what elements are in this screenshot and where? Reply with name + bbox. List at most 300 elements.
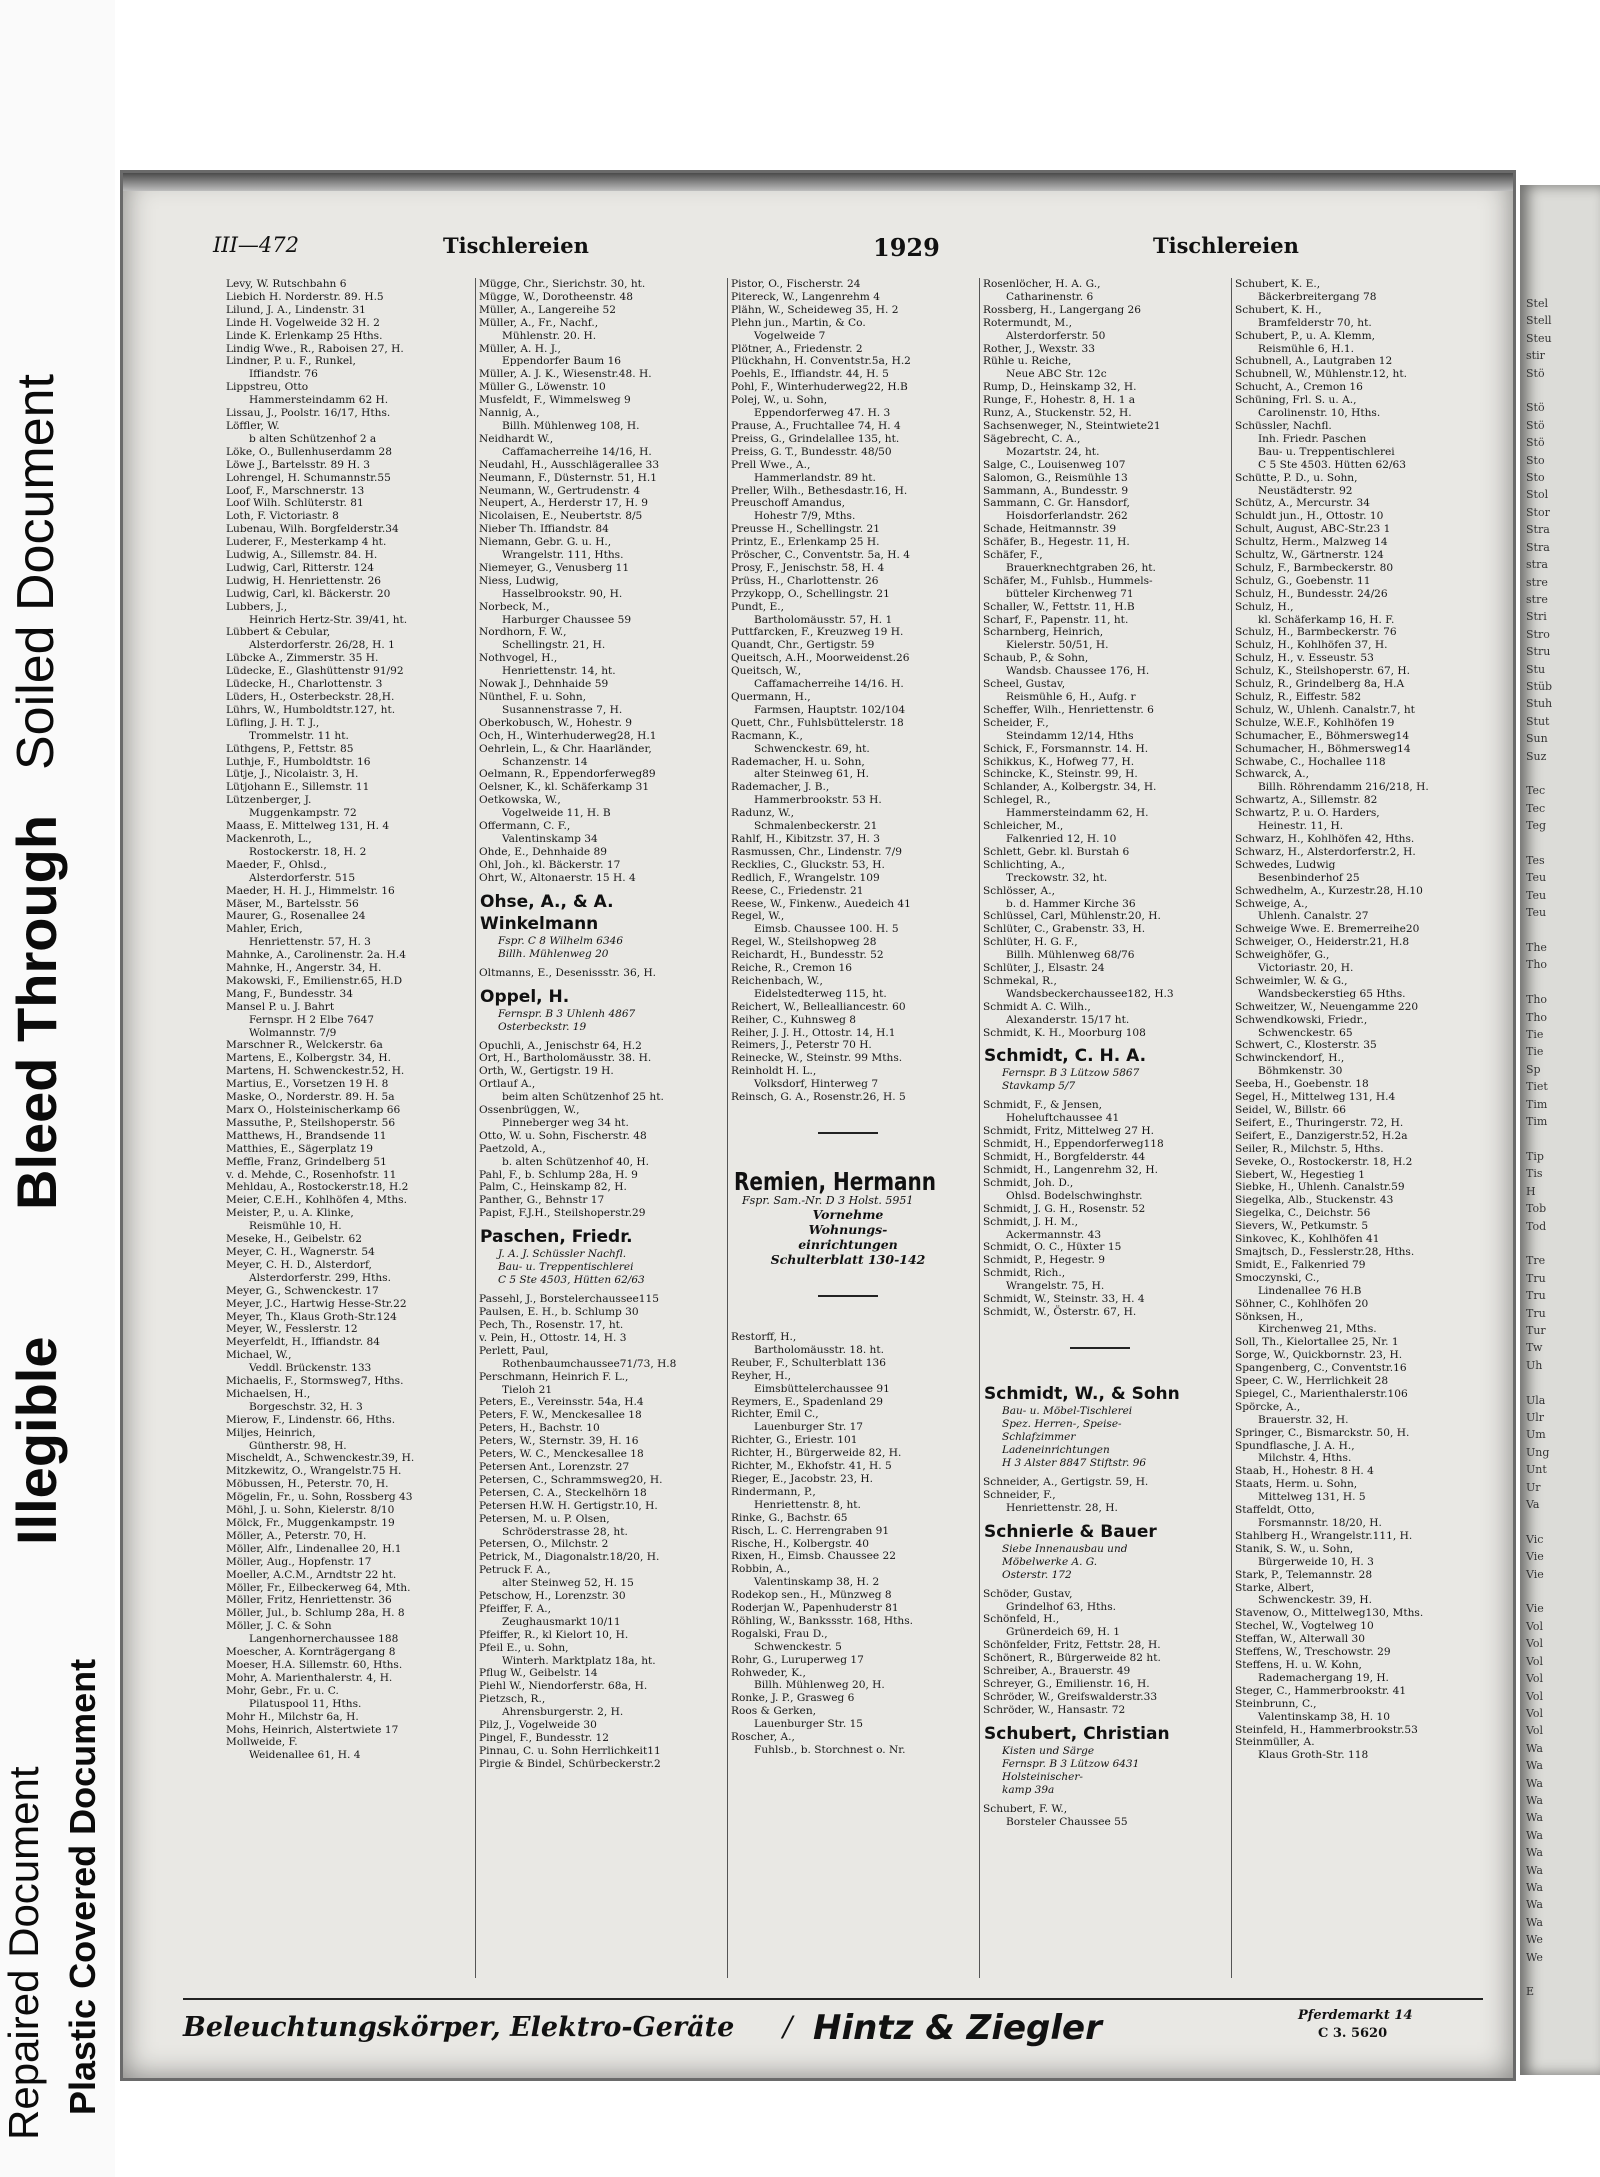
directory-entry: Schulz, H., v. Esseustr. 53 (1235, 652, 1374, 665)
directory-entry: Roos & Gerken, (731, 1705, 817, 1718)
edge-fragment: Wa (1526, 1846, 1543, 1860)
directory-entry: Schmidt, Fritz, Mittelweg 27 H. (983, 1125, 1154, 1138)
directory-entry: Meyer, G., Schwenckestr. 17 (226, 1284, 379, 1297)
column-4 (979, 278, 1220, 1978)
directory-entry: Schwert, C., Klosterstr. 35 (1235, 1039, 1377, 1052)
directory-entry: Schlander, A., Kolbergstr. 34, H. (983, 781, 1157, 794)
directory-entry: Alsterdorferstr. 515 (249, 871, 356, 884)
directory-entry: Prosy, F., Jenischstr. 58, H. 4 (731, 561, 885, 574)
advertiser-name: Paschen, Friedr. (480, 1227, 633, 1248)
directory-entry: Runge, F., Hohestr. 8, H. 1 a (983, 394, 1136, 407)
directory-entry: Lützenberger, J. (226, 794, 312, 807)
edge-fragment: Vol (1526, 1706, 1544, 1720)
directory-entry: Schulz, H., (1235, 600, 1294, 613)
directory-entry: Piehl W., Niendorferstr. 68a, H. (479, 1680, 648, 1693)
directory-entry: Ohde, E., Dehnhaide 89 (479, 845, 607, 858)
directory-entry: Norbeck, M., (479, 600, 550, 613)
directory-entry: Schwinckendorf, H., (1235, 1052, 1345, 1065)
directory-entry: Schüning, Frl. S. u. A., (1235, 394, 1357, 407)
directory-entry: Tieloh 21 (502, 1383, 553, 1396)
directory-entry: Recklies, C., Gluckstr. 53, H. (731, 858, 885, 871)
directory-entry: Pfeiffer, F. A., (479, 1602, 551, 1615)
edge-fragment: Tho (1526, 958, 1548, 972)
directory-entry: Seifert, E., Danzigerstr.52, H.2a (1235, 1129, 1408, 1142)
directory-entry: Mohr H., Milchstr 6a, H. (226, 1710, 359, 1723)
directory-entry: Schäfer, F., (983, 549, 1043, 562)
directory-entry: Oberkobusch, W., Hohestr. 9 (479, 716, 633, 729)
directory-entry: Maurer, G., Rosenallee 24 (226, 910, 366, 923)
directory-entry: Borsteler Chaussee 55 (1006, 1815, 1128, 1828)
edge-fragment: Stu (1526, 662, 1546, 676)
directory-entry: alter Steinweg 61, H. (754, 768, 869, 781)
directory-entry: Sägebrecht, C. A., (983, 432, 1081, 445)
directory-entry: Hammersteindamm 62, H. (1006, 807, 1149, 820)
directory-entry: Alexanderstr. 15/17 ht. (1006, 1013, 1130, 1026)
directory-entry: Schwarck, A., (1235, 768, 1309, 781)
directory-entry: Peters, E., Vereinsstr. 54a, H.4 (479, 1396, 644, 1409)
directory-entry: Ort, H., Bartholomäusstr. 38. H. (479, 1052, 652, 1065)
edge-fragment: Unt (1526, 1463, 1547, 1477)
directory-entry: Valentinskamp 34 (502, 832, 598, 845)
directory-entry: Schucht, A., Cremon 16 (1235, 381, 1363, 394)
directory-entry: Reyher, H., (731, 1369, 791, 1382)
directory-entry: Ludwig, A., Sillemstr. 84. H. (226, 549, 378, 562)
directory-entry: Bau- u. Treppentischlerei (1258, 445, 1395, 458)
directory-entry: Rogalski, Frau D., (731, 1627, 828, 1640)
edge-fragment: Tim (1526, 1115, 1548, 1129)
directory-entry: Mühlenstr. 20. H. (502, 329, 597, 342)
directory-entry: Pfeiffer, R., kl Kielort 10, H. (479, 1628, 629, 1641)
edge-fragment: Tec (1526, 784, 1546, 798)
directory-entry: Rohr, G., Luruperweg 17 (731, 1653, 864, 1666)
directory-entry: Möller, Aug., Hopfenstr. 17 (226, 1555, 372, 1568)
edge-fragment: Steu (1526, 331, 1552, 345)
directory-entry: Schreyer, G., Emilienstr. 16, H. (983, 1677, 1150, 1690)
directory-entry: Schwartz, A., Sillemstr. 82 (1235, 794, 1378, 807)
directory-entry: Schwabe, C., Hochallee 118 (1235, 755, 1386, 768)
directory-entry: Meyerfeldt, H., Iffiandstr. 84 (226, 1336, 380, 1349)
directory-entry: Pilz, J., Vogelweide 30 (479, 1719, 597, 1732)
directory-entry: Reuber, F., Schulterblatt 136 (731, 1356, 886, 1369)
directory-entry: Eppendorferweg 47. H. 3 (754, 407, 891, 420)
edge-fragment: Vol (1526, 1654, 1544, 1668)
directory-entry: Roderjan W., Papenhuderstr 81 (731, 1602, 899, 1615)
archive-side-labels (0, 0, 115, 2177)
edge-fragment: Tie (1526, 1028, 1544, 1042)
directory-entry: Steindamm 12/14, Hths (1006, 729, 1134, 742)
advertiser-detail: kamp 39a (1002, 1783, 1055, 1796)
directory-entry: Schmidt, W., Österstr. 67, H. (983, 1305, 1137, 1318)
directory-entry: Schneider, A., Gertigstr. 59, H. (983, 1475, 1149, 1488)
directory-entry: Mackenroth, L., (226, 832, 312, 845)
edge-fragment: Tur (1526, 1323, 1546, 1337)
directory-entry: Pröscher, C., Conventstr. 5a, H. 4 (731, 549, 910, 562)
directory-entry: Lührs, W., Humboldtstr.127, ht. (226, 703, 396, 716)
directory-entry: Müller, A. H. J., (479, 342, 561, 355)
directory-entry: Lübbert & Cebular, (226, 626, 331, 639)
directory-entry: Schreiber, A., Brauerstr. 49 (983, 1665, 1131, 1678)
directory-entry: Reese, C., Friedenstr. 21 (731, 884, 864, 897)
edge-fragment (1520, 835, 1552, 852)
directory-entry: Grünerdeich 69, H. 1 (1006, 1626, 1120, 1639)
directory-entry: Rohweder, K., (731, 1666, 806, 1679)
directory-entry: Spundflasche, J. A. H., (1235, 1439, 1355, 1452)
directory-entry: Printz, E., Erlenkamp 25 H. (731, 536, 880, 549)
directory-entry: Peters, W. C., Menckesallee 18 (479, 1448, 644, 1461)
directory-entry: Siebert, W., Hegestieg 1 (1235, 1168, 1365, 1181)
directory-entry: Rossberg, H., Langergang 26 (983, 303, 1142, 316)
directory-entry: Milchstr. 4, Hths. (1258, 1452, 1352, 1465)
directory-entry: Bäckerbreitergang 78 (1258, 290, 1377, 303)
directory-entry: Carolinenstr. 10, Hths. (1258, 407, 1381, 420)
directory-entry: Rademacher, H. u. Sohn, (731, 755, 865, 768)
directory-entry: Schmidt, F., & Jensen, (983, 1099, 1103, 1112)
directory-entry: Oltmanns, E., Desenissstr. 36, H. (479, 966, 657, 979)
directory-entry: Reismühle 6, H.1. (1258, 342, 1354, 355)
directory-entry: Meier, C.E.H., Kohlhöfen 4, Mths. (226, 1194, 407, 1207)
page-number: III—472 (213, 233, 299, 257)
label-repaired-document: Repaired Document (0, 1766, 47, 2140)
directory-entry: Möller, A., Peterstr. 70, H. (226, 1529, 367, 1542)
directory-entry: Preller, Wilh., Bethesdastr.16, H. (731, 484, 908, 497)
advertiser-detail: H 3 Alster 8847 Stiftstr. 96 (1002, 1456, 1147, 1469)
directory-entry: Reese, W., Finkenw., Auedeich 41 (731, 897, 911, 910)
column-5 (1231, 278, 1472, 1978)
directory-entry: Schmidt A. C. Wilh., (983, 1000, 1091, 1013)
directory-entry: Reinsch, G. A., Rosenstr.26, H. 5 (731, 1091, 906, 1104)
directory-entry: Pitereck, W., Langenrehm 4 (731, 290, 880, 303)
directory-entry: Uhlenh. Canalstr. 27 (1258, 910, 1369, 923)
directory-entry: Marx O., Holsteinischerkamp 66 (226, 1104, 401, 1116)
directory-entry: Schmidt, H., Borgfelderstr. 44 (983, 1151, 1146, 1164)
directory-entry: Henriettenstr. 8, ht. (754, 1498, 861, 1511)
directory-entry: Löwe J., Bartelsstr. 89 H. 3 (226, 458, 371, 471)
advertiser-phone: Fspr. Sam.-Nr. D 3 Holst. 5951 (742, 1194, 914, 1207)
directory-entry: Mollweide, F. (226, 1736, 298, 1749)
directory-entry: Schöder, Gustav, (983, 1587, 1073, 1600)
directory-entry: Pinnau, C. u. Sohn Herrlichkeit11 (479, 1744, 661, 1757)
page-header (213, 233, 1483, 263)
directory-entry: Pundt, E., (731, 600, 785, 613)
directory-entry: Steinfeld, H., Hammerbrookstr.53 (1235, 1723, 1418, 1736)
directory-entry: Schlegel, R., (983, 794, 1051, 807)
directory-entry: Reiher, C., Kuhnsweg 8 (731, 1013, 857, 1026)
edge-fragment: Tho (1526, 993, 1548, 1007)
directory-entry: Bartholomäusstr. 57, H. 1 (754, 613, 893, 626)
directory-entry: Mischeldt, A., Schwenckestr.39, H. (226, 1452, 415, 1465)
directory-entry: Robbin, A., (731, 1563, 791, 1576)
directory-entry: Ohlsd. Bodelschwinghstr. (1006, 1189, 1143, 1202)
directory-entry: Wrangelstr. 75, H. (1006, 1280, 1105, 1293)
directory-entry: Plähn, W., Scheideweg 35, H. 2 (731, 303, 899, 316)
directory-entry: Lütje, J., Nicolaistr. 3, H. (226, 768, 359, 781)
directory-entry: Schubert, F. W., (983, 1802, 1068, 1815)
directory-entry: Schmidt, K. H., Moorburg 108 (983, 1026, 1146, 1039)
directory-entry: Röhling, W., Bankssstr. 168, Hths. (731, 1614, 914, 1627)
directory-entry: Otto, W. u. Sohn, Fischerstr. 48 (479, 1129, 647, 1142)
advertiser-detail: Stavkamp 5/7 (1002, 1080, 1076, 1093)
edge-fragment: Vic (1526, 1532, 1544, 1546)
directory-entry: Schincke, K., Steinstr. 99, H. (983, 768, 1138, 781)
advertiser-detail: Holsteinischer- (1002, 1770, 1083, 1783)
edge-fragment: Tiet (1526, 1080, 1548, 1094)
advertisement-entry (980, 1521, 1220, 1582)
directory-entry: Schlüter, H. G. F., (983, 936, 1078, 949)
edge-fragment (1520, 1374, 1552, 1391)
directory-entry: Vogelweide 7 (754, 329, 826, 342)
directory-entry: Pohl, F., Winterhuderweg22, H.B (731, 381, 908, 394)
directory-entry: Henriettenstr. 57, H. 3 (249, 936, 371, 949)
directory-entry: Oehrlein, L., & Chr. Haarländer, (479, 742, 652, 755)
directory-entry: Schulz, K., Steilshoperstr. 67, H. (1235, 665, 1411, 678)
directory-entry: Moescher, A. Kornträgergang 8 (226, 1646, 396, 1659)
directory-entry: Luthje, F., Humboldtstr. 16 (226, 755, 371, 768)
directory-entry: Sinkovec, K., Kohlhöfen 41 (1235, 1233, 1380, 1246)
footer-address: Pferdemarkt 14 (1298, 2008, 1413, 2023)
directory-entry: Seveke, O., Rostockerstr. 18, H.2 (1235, 1155, 1413, 1168)
edge-fragment: Tw (1526, 1341, 1543, 1355)
directory-entry: Orth, W., Gertigstr. 19 H. (479, 1065, 614, 1078)
directory-entry: Schubnell, A., Lautgraben 12 (1235, 355, 1393, 368)
directory-entry: Prell Wwe., A., (731, 458, 811, 471)
directory-entry: Heinestr. 11, H. (1258, 820, 1344, 833)
directory-entry: Valentinskamp 38, H. 2 (754, 1576, 880, 1589)
directory-entry: Neustädterstr. 92 (1258, 484, 1353, 497)
directory-entry: Hoisdorferlandstr. 262 (1006, 510, 1128, 523)
directory-entry: Güntherstr. 98, H. (249, 1439, 347, 1452)
advertiser-detail: C 5 Ste 4503, Hütten 62/63 (498, 1274, 645, 1287)
directory-entry: Lauenburger Str. 15 (754, 1718, 864, 1731)
directory-entry: Brauerstr. 32, H. (1258, 1413, 1349, 1426)
directory-entry: Sammann, C. Gr. Hansdorf, (983, 497, 1130, 510)
directory-entry: Reismühle 10, H. (249, 1220, 342, 1233)
edge-fragment: The (1526, 941, 1547, 955)
directory-entry: Schaub, P., & Sohn, (983, 652, 1089, 665)
directory-entry: Billh. Mühlenweg 68/76 (1006, 949, 1135, 962)
directory-entry: Langenhornerchaussee 188 (249, 1633, 399, 1646)
directory-entry: Schulz, F., Barmbeckerstr. 80 (1235, 561, 1394, 574)
directory-entry: Ludwig, H. Henriettenstr. 26 (226, 574, 382, 587)
directory-entry: Oelmann, R., Eppendorferweg89 (479, 768, 656, 781)
directory-entry: Nannig, A., (479, 407, 540, 420)
directory-entry: Schmidt, W., Steinstr. 33, H. 4 (983, 1293, 1145, 1306)
directory-entry: Steffan, W., Alterwall 30 (1235, 1633, 1365, 1646)
directory-entry: Palm, C., Heinskamp 82, H. (479, 1181, 627, 1194)
directory-entry: Schlett, Gebr. kl. Burstah 6 (983, 845, 1130, 858)
directory-entry: Petrick, M., Diagonalstr.18/20, H. (479, 1551, 660, 1564)
directory-entry: Schellingstr. 21, H. (502, 639, 606, 652)
directory-entry: Sönksen, H., (1235, 1310, 1304, 1323)
directory-entry: Marschner R., Welckerstr. 6a (226, 1039, 383, 1052)
directory-entry: Staab, H., Hohestr. 8 H. 4 (1235, 1465, 1374, 1478)
directory-entry: Passehl, J., Borstelerchaussee115 (479, 1293, 660, 1306)
advertisement-entry (476, 986, 716, 1034)
directory-entry: Mäser, M., Bartelsstr. 56 (226, 897, 359, 910)
advertiser-name: Oppel, H. (480, 986, 570, 1007)
directory-entry: Muggenkampstr. 72 (249, 807, 357, 820)
advertiser-detail: Fernspr. B 3 Uhlenh 4867 (498, 1007, 636, 1020)
directory-entry: Prause, A., Fruchtallee 74, H. 4 (731, 419, 901, 432)
directory-entry: Peters, H., Bachstr. 10 (479, 1422, 600, 1435)
directory-entry: Schmidt, O. C., Hüxter 15 (983, 1241, 1122, 1254)
edge-fragment: Teu (1526, 871, 1547, 885)
directory-entry: Nowak J., Dehnhaide 59 (479, 678, 609, 691)
directory-entry: Eppendorfer Baum 16 (502, 355, 622, 368)
directory-entry: Iffiandstr. 76 (249, 368, 318, 381)
directory-entry: Harburger Chaussee 59 (502, 613, 632, 626)
remien-advertisement (728, 1168, 968, 1267)
directory-entry: Löke, O., Bullenhuserdamm 28 (226, 445, 392, 458)
edge-fragment: Sun (1526, 732, 1548, 746)
directory-entry: Seiler, R., Milchstr. 5, Hths. (1235, 1142, 1384, 1155)
directory-entry: kl. Schäferkamp 16, H. F. (1258, 613, 1395, 626)
advertisement-entry (980, 1723, 1220, 1797)
directory-entry: Schönert, R., Bürgerweide 82 ht. (983, 1652, 1161, 1665)
directory-entry: Kielerstr. 50/51, H. (1006, 639, 1109, 652)
directory-entry: Lindenallee 76 H.B (1258, 1284, 1362, 1297)
directory-entry: Niemann, Gebr. G. u. H., (479, 536, 612, 549)
edge-fragment: H (1526, 1184, 1536, 1198)
directory-entry: Meyer, Th., Klaus Groth-Str.124 (226, 1310, 397, 1323)
advertiser-detail: Bau- u. Treppentischlerei (498, 1261, 634, 1274)
directory-entry: Nünthel, F. u. Sohn, (479, 691, 587, 703)
directory-entry: Catharinenstr. 6 (1006, 290, 1094, 303)
directory-entry: Lindner, P. u. F., Runkel, (226, 355, 356, 368)
directory-entry: Oelsner, K., kl. Schäferkamp 31 (479, 781, 650, 794)
directory-entry: beim alten Schützenhof 25 ht. (502, 1091, 664, 1104)
directory-entry: Schwedes, Ludwig (1235, 858, 1336, 871)
edge-fragment: Wa (1526, 1741, 1543, 1755)
directory-entry: Schlüter, C., Grabenstr. 33, H. (983, 923, 1146, 936)
directory-entry: Billh. Mühlenweg 108, H. (502, 419, 640, 432)
directory-entry: Schönfelder, Fritz, Fettstr. 28, H. (983, 1639, 1161, 1652)
directory-entry: Alsterdorferstr. 50 (1006, 329, 1106, 342)
directory-entry: Schaller, W., Fettstr. 11, H.B (983, 600, 1135, 613)
directory-entry: Schmalenbeckerstr. 21 (754, 820, 878, 833)
edge-fragment: Stell (1526, 314, 1552, 328)
directory-entry: Liebich H. Norderstr. 89. H.5 (226, 290, 384, 303)
edge-fragment: We (1526, 1933, 1543, 1947)
directory-entry: Hammerbrookstr. 53 H. (754, 794, 882, 807)
directory-entry: Preiss, G., Grindelallee 135, ht. (731, 432, 900, 445)
directory-entry: Lippstreu, Otto (226, 381, 309, 394)
edge-fragment: Wa (1526, 1811, 1543, 1825)
edge-fragment (1520, 1235, 1552, 1252)
edge-fragment: Stut (1526, 714, 1550, 728)
directory-entry: Linde K. Erlenkamp 25 Hths. (226, 329, 383, 342)
directory-entry: Schwendkowski, Friedr., (1235, 1013, 1368, 1026)
directory-entry: Moeser, H.A. Sillemstr. 60, Hths. (226, 1658, 403, 1671)
directory-entry: Petersen, O., Milchstr. 2 (479, 1538, 609, 1551)
directory-entry: Caffamacherreihe 14/16, H. (502, 445, 652, 458)
directory-entry: Schäfer, M., Fuhlsb., Hummels- (983, 574, 1153, 587)
edge-fragment: Vie (1526, 1550, 1544, 1564)
directory-entry: Martens, H. Schwenckestr.52, H. (226, 1065, 405, 1078)
directory-entry: Zeughausmarkt 10/11 (502, 1615, 621, 1628)
directory-entry: Mohr, Gebr., Fr. u. C. (226, 1684, 339, 1697)
edge-fragment (1520, 1966, 1552, 1983)
edge-fragment: Wa (1526, 1863, 1543, 1877)
edge-fragment (1520, 1513, 1552, 1530)
advertiser-detail: Kisten und Särge (1002, 1744, 1095, 1757)
edge-fragment: Wa (1526, 1759, 1543, 1773)
directory-entry: Lütjohann E., Sillemstr. 11 (226, 781, 370, 794)
directory-entry: Panther, G., Behnstr 17 (479, 1194, 605, 1207)
edge-fragment: Tre (1526, 1254, 1546, 1268)
edge-fragment (1520, 922, 1552, 939)
directory-entry: Rostockerstr. 18, H. 2 (249, 845, 367, 858)
directory-entry: Stechel, W., Vogtelweg 10 (1235, 1620, 1374, 1633)
directory-entry: Schwenckestr. 69, ht. (754, 742, 870, 755)
directory-entry: Rieger, E., Jacobstr. 23, H. (731, 1472, 873, 1485)
directory-entry: Schröder, W., Hansastr. 72 (983, 1703, 1126, 1716)
directory-entry: Seeba, H., Goebenstr. 18 (1235, 1078, 1369, 1091)
directory-entry: Schweimler, W. & G., (1235, 974, 1348, 987)
directory-entry: Papist, F.J.H., Steilshoperstr.29 (479, 1207, 646, 1220)
directory-entry: Petersen, C. A., Steckelhörn 18 (479, 1486, 647, 1499)
directory-entry: Eimsb. Chaussee 100. H. 5 (754, 923, 899, 936)
directory-entry: Rotermundt, M., (983, 316, 1072, 329)
directory-entry: Schikkus, K., Hofweg 77, H. (983, 755, 1135, 768)
directory-entry: Schmidt, J. H. M., (983, 1215, 1078, 1228)
directory-entry: Schick, F., Forsmannstr. 14. H. (983, 742, 1149, 755)
column-1 (223, 278, 463, 1978)
advertisement-entry (980, 1383, 1220, 1470)
footer-left-text: Beleuchtungskörper, Elektro-Geräte (183, 2012, 735, 2043)
directory-entry: Lauenburger Str. 17 (754, 1421, 864, 1434)
directory-entry: Miljes, Heinrich, (226, 1426, 316, 1439)
directory-entry: Nieber Th. Iffiandstr. 84 (479, 523, 609, 536)
directory-entry: Schubnell, W., Mühlenstr.12, ht. (1235, 368, 1407, 381)
directory-entry: Polej, W., u. Sohn, (731, 394, 828, 407)
directory-entry: Klaus Groth-Str. 118 (1258, 1749, 1369, 1762)
edge-fragment: Vol (1526, 1689, 1544, 1703)
directory-entry: Salomon, G., Reismühle 13 (983, 471, 1128, 484)
directory-entry: Smidt, E., Falkenried 79 (1235, 1258, 1366, 1271)
directory-entry: Valentinskamp 38, H. 10 (1258, 1710, 1390, 1723)
directory-entry: Mölck, Fr., Muggenkampstr. 19 (226, 1517, 395, 1529)
advertisement-entry (476, 1226, 716, 1287)
directory-entry: Stahlberg H., Wrangelstr.111, H. (1235, 1529, 1413, 1542)
directory-entry: Moeller, A.C.M., Arndtstr 22 ht. (226, 1568, 397, 1581)
directory-entry: Pinneberger weg 34 ht. (502, 1116, 629, 1129)
directory-entry: Trommelstr. 11 ht. (249, 729, 349, 742)
directory-entry: Neupert, A., Herderstr 17, H. 9 (479, 497, 648, 510)
directory-entry: Musfeldt, F., Wimmelsweg 9 (479, 394, 631, 407)
advertiser-detail: Billh. Mühlenweg 20 (498, 947, 609, 960)
directory-entry: Schmidt, J. G. H., Rosenstr. 52 (983, 1202, 1146, 1215)
advertiser-slogan: Wohnungs- (808, 1222, 888, 1237)
directory-entry: Meseke, H., Geibelstr. 62 (226, 1233, 362, 1246)
directory-entry: Reymers, E., Spadenland 29 (731, 1395, 884, 1408)
advertiser-detail: J. A. J. Schüssler Nachfl. (498, 1248, 627, 1261)
edge-fragment: stre (1526, 575, 1548, 589)
directory-entry: Besenbinderhof 25 (1258, 871, 1360, 884)
directory-entry: Grindelhof 63, Hths. (1006, 1600, 1117, 1613)
edge-fragment: Stö (1526, 401, 1545, 415)
edge-fragment: Wa (1526, 1898, 1543, 1912)
directory-entry: C 5 Ste 4503. Hütten 62/63 (1258, 458, 1406, 471)
directory-entry: Mittelweg 131, H. 5 (1258, 1491, 1366, 1504)
directory-entry: bütteler Kirchenweg 71 (1006, 587, 1134, 600)
edge-fragment: Suz (1526, 749, 1547, 763)
directory-entry: Schulze, W.E.F., Kohlhöfen 19 (1235, 716, 1395, 729)
directory-entry: Ronke, J. P., Grasweg 6 (731, 1692, 855, 1705)
directory-entry: Ortlauf A., (479, 1078, 536, 1091)
edge-fragment: Vol (1526, 1637, 1544, 1651)
directory-entry: Möbussen, H., Peterstr. 70, H. (226, 1478, 389, 1491)
advertiser-detail: Bau- u. Möbel-Tischlerei (1002, 1404, 1133, 1417)
